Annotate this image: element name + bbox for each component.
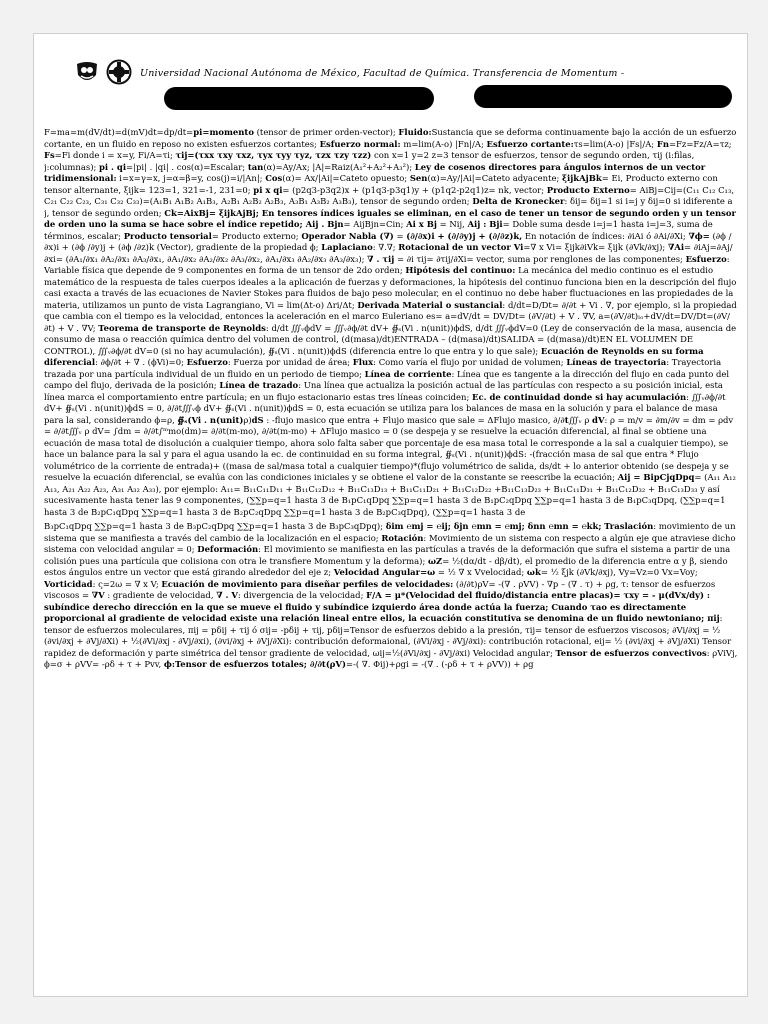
text-run: : movimiento de un sistema que se manifiesta a través del cambio de la localización en el espacio; [44,521,736,543]
bold-term: δim ℮mj = ℮ij; δjn ℮mn = ℮mj; δnn ℮mn = ℮kk; [385,521,602,531]
text-run: : ς=2ω = ∇ x V; [92,578,162,589]
text-run: m=lim(A-o) |Fn|/A; [400,138,487,149]
bold-term: Traslación [604,521,654,531]
text-run: : Fuerza por unidad de área; [227,357,353,367]
bold-term: (∂/∂x)i + (∂/∂y)j + (∂/∂z)k, [406,230,523,241]
bold-term: Flux [352,357,374,367]
bold-term: Teorema de transporte de Reynolds [98,322,266,333]
text-run: (α)= Ax/|Ai|=Cateto opuesto; [282,173,410,183]
bold-term: Esfuerzo [685,253,727,264]
bold-term: pi . qi [99,161,127,172]
text-run: B₃pC₁qDpq ∑∑p=q=1 hasta 3 de B₃pC₂qDpq ∑∑p=q=1 hasta 3 de B₃pC₃qDpq); [44,521,386,531]
bold-term: Rotacional de un vector Vi [398,242,524,252]
bold-term: Delta de Kronecker [472,196,565,206]
text-run: : tensor de esfuerzos moleculares, πij = pδij + τij ó σij= -pδij + τij, pδij=Tensor de esfuerzos debido a la presión, τij= tensor de esfuerzos viscosos; ∂Vi/∂xj = ½ (∂vi/∂xj + ∂Vj/∂Xi) + ½(∂Vi/∂xj - ∂Vj/∂xi), (∂vi/∂xj + ∂Vj/∂Xi): contribución deformaional, (∂Vi/∂xj - ∂Vj/∂xi): contribución rotacional, eij= ½ (∂vi/∂xj + ∂Vj/∂Xi) Tensor rapidez de deformación y parte simétrica del tensor gradiente de velocidad, ωij=½(∂Vi/∂xj - ∂Vj/∂xi) Velocidad angular; [44,613,732,658]
text-run: = AiBj=Cij=(C₁₁ C₁₂ C₁₃, C₂₁ C₂₂ C₂₃, C₃₁ C₃₂ C₃₃)=(A₁B₁ A₁B₂ A₁B₃, A₂B₁ A₂B₂ A₂B₃, A₃B₁ A₃B₂ A₃B₃), tensor de segundo orden; [44,184,735,206]
bold-term: Esfuerzo normal: [319,138,401,149]
bold-term: τij=(τxx τxy τxz, τyx τyy τyz, τzx τzy τzz) [175,150,372,160]
redaction-bar [474,85,732,108]
text-run: i=x=γ=x, j=α=β=y, cos(j)=i/|An|; [116,173,266,183]
text-run: : Trayectoria trazada por una partícula individual de un fluido en un periodo de tiempo; [44,357,722,379]
bold-term: Ck=AixBj= ξijkAjBj; En tensores índices iguales se eliminan, en el caso de tener un tensor de segundo orden y un tensor de orden uno la suma se hace sobre el índice repetido; Aij . Bjn [44,207,736,229]
text-run: (∂ϕ /∂x)i + (∂ϕ /∂y)j + (∂ϕ /∂z)k (Vector), gradiente de la propiedad ϕ; [44,230,732,252]
text-run: En notación de índices: ∂iAi ó ∂Ai/∂Xi; [522,230,689,241]
bold-term: Aij = BipCjqDpq [617,472,695,482]
bold-term: ∯ₛ(Vi . n(unit) [177,414,244,425]
bold-term: ∇Ai [667,242,685,252]
bold-term: Ecuación de movimiento para diseñar perfiles de velocidades: [161,578,454,589]
text-run: : d/dt=D/Dt= ∂/∂t + Vi . ∇, por ejemplo, si la propiedad que cambia con el tiempo es la velocidad, entonces la aceleración en el marco Euleriano es= a=dV/dt = DV/Dt= (∂V/∂t) + V . ∇V, a=(∂V/∂t)ₗₒ+dV/dt=DV/Dt=(∂V/∂t) + V . ∇V; [44,299,737,333]
bold-term: Hipótesis del continuo: [405,265,516,275]
bold-term: Línea de corriente [364,368,452,379]
text-run: = (A₁₁ A₁₂ A₁₃, A₂₁ A₂₂ A₂₃, A₃₁ A₃₂ A₃₃), por ejemplo: A₁₁= B₁₁C₁₁D₁₁ + B₁₁C₁₂D₁₂ + B₁₁C₁₃D₁₃ + B₁₁C₁₁D₂₁ + B₁₁C₁₂D₂₂ +B₁₁C₁₃D₂₃ + B₁₁C₁₁D₃₁ + B₁₁C₁₂D₃₂ + B₁₁C₁₃D₃₃ y así sucesivamente hasta tener las 9 componentes, (∑∑p=q=1 hasta 3 de B₁pC₁qDpq ∑∑p=q=1 hasta 3 de B₁pC₂qDpq ∑∑p=q=1 hasta 3 de B₁pC₃qDpq, (∑∑p=q=1 hasta 3 de B₂pC₁qDpq ∑∑p=q=1 hasta 3 de B₂pC₂qDpq ∑∑p=q=1 hasta 3 de B₂pC₃qDpq), (∑∑p=q=1 hasta 3 de [44,472,736,517]
redaction-bar [164,87,434,110]
text-run: = [393,230,407,241]
paragraph [44,521,738,671]
text-run: = (p2q3-p3q2)x + (p1q3-p3q1)y + (p1q2-p2q1)z= nk, vector; [282,184,547,195]
bold-term: Ai x Bj [406,219,437,229]
bold-term: Líneas de trayectoria [566,357,667,367]
text-run: = AijBjn=Cin; [343,219,407,229]
text-run: =|pi| . |qi| . cos(α)=Escalar; [126,161,248,172]
text-run: La mecánica del medio continuo es el estudio matemático de la respuesta de tales cuerpos ideales a la aplicación de fuerzas y deformaciones, la hipótesis del continuo funciona bien en la descripción del flujo casi exacta a través de las ecuaciones de Navier Stokes para fluidos de bajo peso molecular, en el continuo no debe haber fluctuaciones en las propiedades de la materia, utilizamos un punto de vista Lagrangiano, Vi = lim(Δt-o) Δri/Δt; [44,265,737,310]
bold-term: Derivada Material o sustancial [357,299,503,310]
text-run: = ½ ξjk (∂Vk/∂xj), Vy=Vz=0 Vx=Voy; [540,567,698,577]
bold-term: Producto tensorial [123,230,212,241]
bold-term: Esfuerzo cortante: [486,138,574,149]
text-run: ρ) [243,414,252,425]
bold-term: Cos [265,173,283,183]
unam-shield-icon [74,59,100,85]
bold-term: ∇V [91,590,105,600]
text-run: (α)=Ay/|Ai|=Cateto adyacente; [427,173,563,183]
text-run: : gradiente de velocidad, [104,590,217,600]
text-run: : ∭ᵥ∂ϕ/∂t dV+ ∯ₛ(Vi . n(unit))ϕdS = 0, ∂/∂t∭ᵥϕ dV+ ∯ₛ(Vi . n(unit))ϕdS = 0, esta ecuación se utiliza para los balances de masa en la solución y para el balance de masa para la sal, considerando ϕ=ρ, [44,391,726,425]
text-run: = Ei, Producto externo con tensor alternante, ξijk= 123=1, 321=-1, 231=0; [44,173,718,195]
bold-term: dV [592,414,605,425]
bold-term: dS [251,414,264,425]
bold-term: Rotación [381,532,424,543]
text-run: Sustancia que se deforma continuamente bajo la acción de un esfuerzo cortante, en un fluido en reposo no existen esfuerzos cortantes; [44,127,737,149]
faculty-seal-icon [106,59,132,85]
document-header [74,56,734,116]
bold-term: Sen [409,173,428,183]
text-run: : -flujo masico que entra + Flujo masico que sale = ΔFlujo masico, ∂/∂ [263,414,565,425]
bold-term: pi=momento [193,127,254,137]
text-run: = Doble suma desde i=j=1 hasta i=j=3, suma de términos, escalar; [44,219,713,241]
bold-term: Fs [44,150,55,160]
text-run: (∂/∂t)ρV= -(∇ . ρVV) - ∇p – (∇ . τ) + ρg, τ: tensor de esfuerzos viscosos = [44,578,716,600]
bold-term: Producto Externo [546,184,630,195]
bold-term: Esfuerzo [186,357,228,367]
header-title: Universidad Nacional Autónoma de México, Facultad de Química. Transferencia de Momentum - [140,68,625,79]
text-run: (α)=Ay/Ax; |A|=Raiz(A₁²+A₂²+A₃²); [263,161,415,172]
text-run: τs=lim(A-o) |Fs|/A; [573,138,657,149]
bold-term: Velocidad Angular=ω [333,567,436,577]
bold-term: Fluido: [398,127,432,137]
text-run: =∇ x Vi= ξijk∂iVk= ξijk (∂Vk/∂xj); [523,242,668,252]
bold-term: Laplaciano [321,242,373,252]
bold-term: ∇ . τij [367,253,395,264]
text-run: : ∂ϕ/∂t + ∇ . (ϕVi)=0; [95,357,187,367]
text-run: =-( ∇. Φij)+ρgi = -(∇ . (-ρδ + τ + ρVV)) + ρg [345,659,534,669]
bold-term: pi x qi [253,184,283,195]
bold-term: t [564,414,569,425]
bold-term: Deformación [197,544,259,554]
text-run: F=ma=m(dV/dt)=d(mV)dt=dp/dt= [44,127,194,137]
text-run: : Una línea que actualiza la posición actual de las partículas con respecto a su posición inicial, esta línea marca el comportamiento entre partícula; en un flujo estacionario estas tres líneas coinciden; [44,380,723,402]
text-run: =Fz=Fz/A=τz; [668,138,732,149]
text-run: : Como varía el flujo por unidad de volumen; [373,357,567,367]
bold-term: Vorticidad [44,578,93,589]
bold-term: ∇ϕ= [688,230,710,241]
text-run: = Nij, [436,219,468,229]
text-run: : δij= δij=1 si i=j y δij=0 si idiferente a j, tensor de segundo orden; [44,196,733,218]
text-run: : ∇.∇; [372,242,399,252]
text-run: con x=1 y=2 z=3 tensor de esfuerzos, tensor de segundo orden, τij (i:filas, j:columnas); [44,150,695,172]
document-body [44,127,738,987]
bold-term: Ecuación de Reynolds en su forma diferencial [44,345,704,367]
document-page [33,33,748,997]
bold-term: tan [247,161,264,172]
text-run: = ∂iAj=∂Aj/∂xi= (∂A₁/∂x₁ ∂A₂/∂x₁ ∂A₃/∂x₁, ∂A₁/∂x₂ ∂A₂/∂x₂ ∂A₃/∂x₂, ∂A₁/∂x₃ ∂A₂/∂x₃ ∂A₃/∂x₃); [44,242,733,264]
bold-term: ωk [526,567,541,577]
text-run: : Movimiento de un sistema con respecto a algún eje que atraviese dicho sistema con velocidad angular = 0; [44,532,736,554]
text-run: : divergencia de la velocidad; [237,590,367,600]
bold-term: Fn [656,138,669,149]
text-run: (tensor de primer orden-vector); [253,127,399,137]
text-run: = ½ ∇ x Vvelocidad; [435,567,527,577]
text-run: : Línea que es tangente a la dirección del flujo en cada punto del campo del flujo, derivada de la posición; [44,368,730,390]
text-run: : ρ = m/v = ∂m/∂v = dm = ρdv = ∂/∂t∭ᵥ ρ dV= ∫dm = ∂/∂t∫ᵐmo(dm)= ∂/∂t(m-mo), ∂/∂t(m-mo) + ΔFlujo masico = 0 (se despeja y se resuelve la ecuación diferencial, al final se obtiene una ecuación de masa total de disolución a cualquier tiempo, ahora solo falta saber que porcentaje de esa masa total le corresponde a la sal a cualquier tiempo), se hace un balance para la sal y para el agua usando la ec. de continuidad en su forma integral, ∯ₛ(Vi . n(unit))ϕdS: -(fracción masa de sal que entra * Flujo volumétrico de la corriente de entrada)+ ((masa de sal/masa total a cualquier tiempo)*(flujo volumétrico de salida, ds/dt + lo anterior obtenido (se despeja y se resuelve la ecuación diferencial, se evalúa con las condiciones iniciales y se obtiene el valor de la constante se reescribe la ecuación; [44,414,734,482]
bold-term: Tensor de esfuerzos convectivos [555,647,707,658]
bold-term: Ec. de continuidad donde si hay acumulación [472,391,687,402]
text-run: ∭ᵥ ρ [568,414,593,425]
bold-term: Aij : Bji [467,219,503,229]
bold-term: Operador Nabla (∇) [301,230,394,241]
paragraph [44,127,738,518]
bold-term: Ley de cosenos directores para ángulos internos de un vector tridimensional: [44,161,706,183]
bold-term: Línea de trazado [219,380,299,390]
text-run: =Fi donde i = x=y, Fi/A=τi; [54,150,176,160]
bold-term: ϕ:Tensor de esfuerzos totales; ∂/∂t(ρV) [163,659,346,669]
text-run: : d/dt ∭ᵥϕdV = ∭ᵥ∂ϕ/∂t dV+ ∯ₛ(Vi . n(unit))ϕdS, d/dt ∭ᵥϕdV=0 (Ley de conservación de la masa, ausencia de consumo de masa o reacción química dentro del volumen de control, (d(masa)/dt)ENTRADA – (d(masa)/dt)SALIDA = (d(masa)/dt)EN EL VOLUMEN DE CONTROL), ∭ᵥ∂ϕ/∂t dV=0 (si no hay acumulación), ∯ₛ(Vi . n(unit))ϕdS (diferencia entre lo que entra y lo que sale); [44,322,737,356]
bold-term: ∇ . V [216,590,238,600]
text-run: = ½(dα/dt - dβ/dt), el promedio de la diferencia entre α y β, siendo estos ángulos entre un vector que está girando alrededor del eje z; [44,555,728,577]
bold-term: ωZ [428,555,443,566]
text-run: : Variable física que depende de 9 componentes en forma de un tensor de 2do orden; [44,253,730,275]
bold-term: ξijkAjBk [562,173,602,183]
text-run: : ρViVj, ϕ=σ + ρVV= -ρδ + τ + Pvv, [44,647,738,669]
text-run: : El movimiento se manifiesta en las partículas a través de la deformación que sufra el sistema a partir de una colisión pues una partícula que colisiona con otra le transfiere Momentum y la deforma); [44,544,731,566]
text-run: = Producto externo; [211,230,302,241]
text-run: = ∂i τij= ∂τij/∂Xi= vector, suma por renglones de las componentes; [394,253,686,264]
bold-term: F/A = μ*(Velocidad del fluido/distancia entre placas)= τxy = - μ(dVx/dy) : subíndice derecho dirección en la que se mueve el fluido y subíndice izquierdo área donde actúa la fuerza; Cuando τao es directamente proporcional al gradiente de velocidad existe una relación lineal entre ellos, la ecuación constitutiva se denomina de un fluido newtoniano; πij [44,590,720,623]
